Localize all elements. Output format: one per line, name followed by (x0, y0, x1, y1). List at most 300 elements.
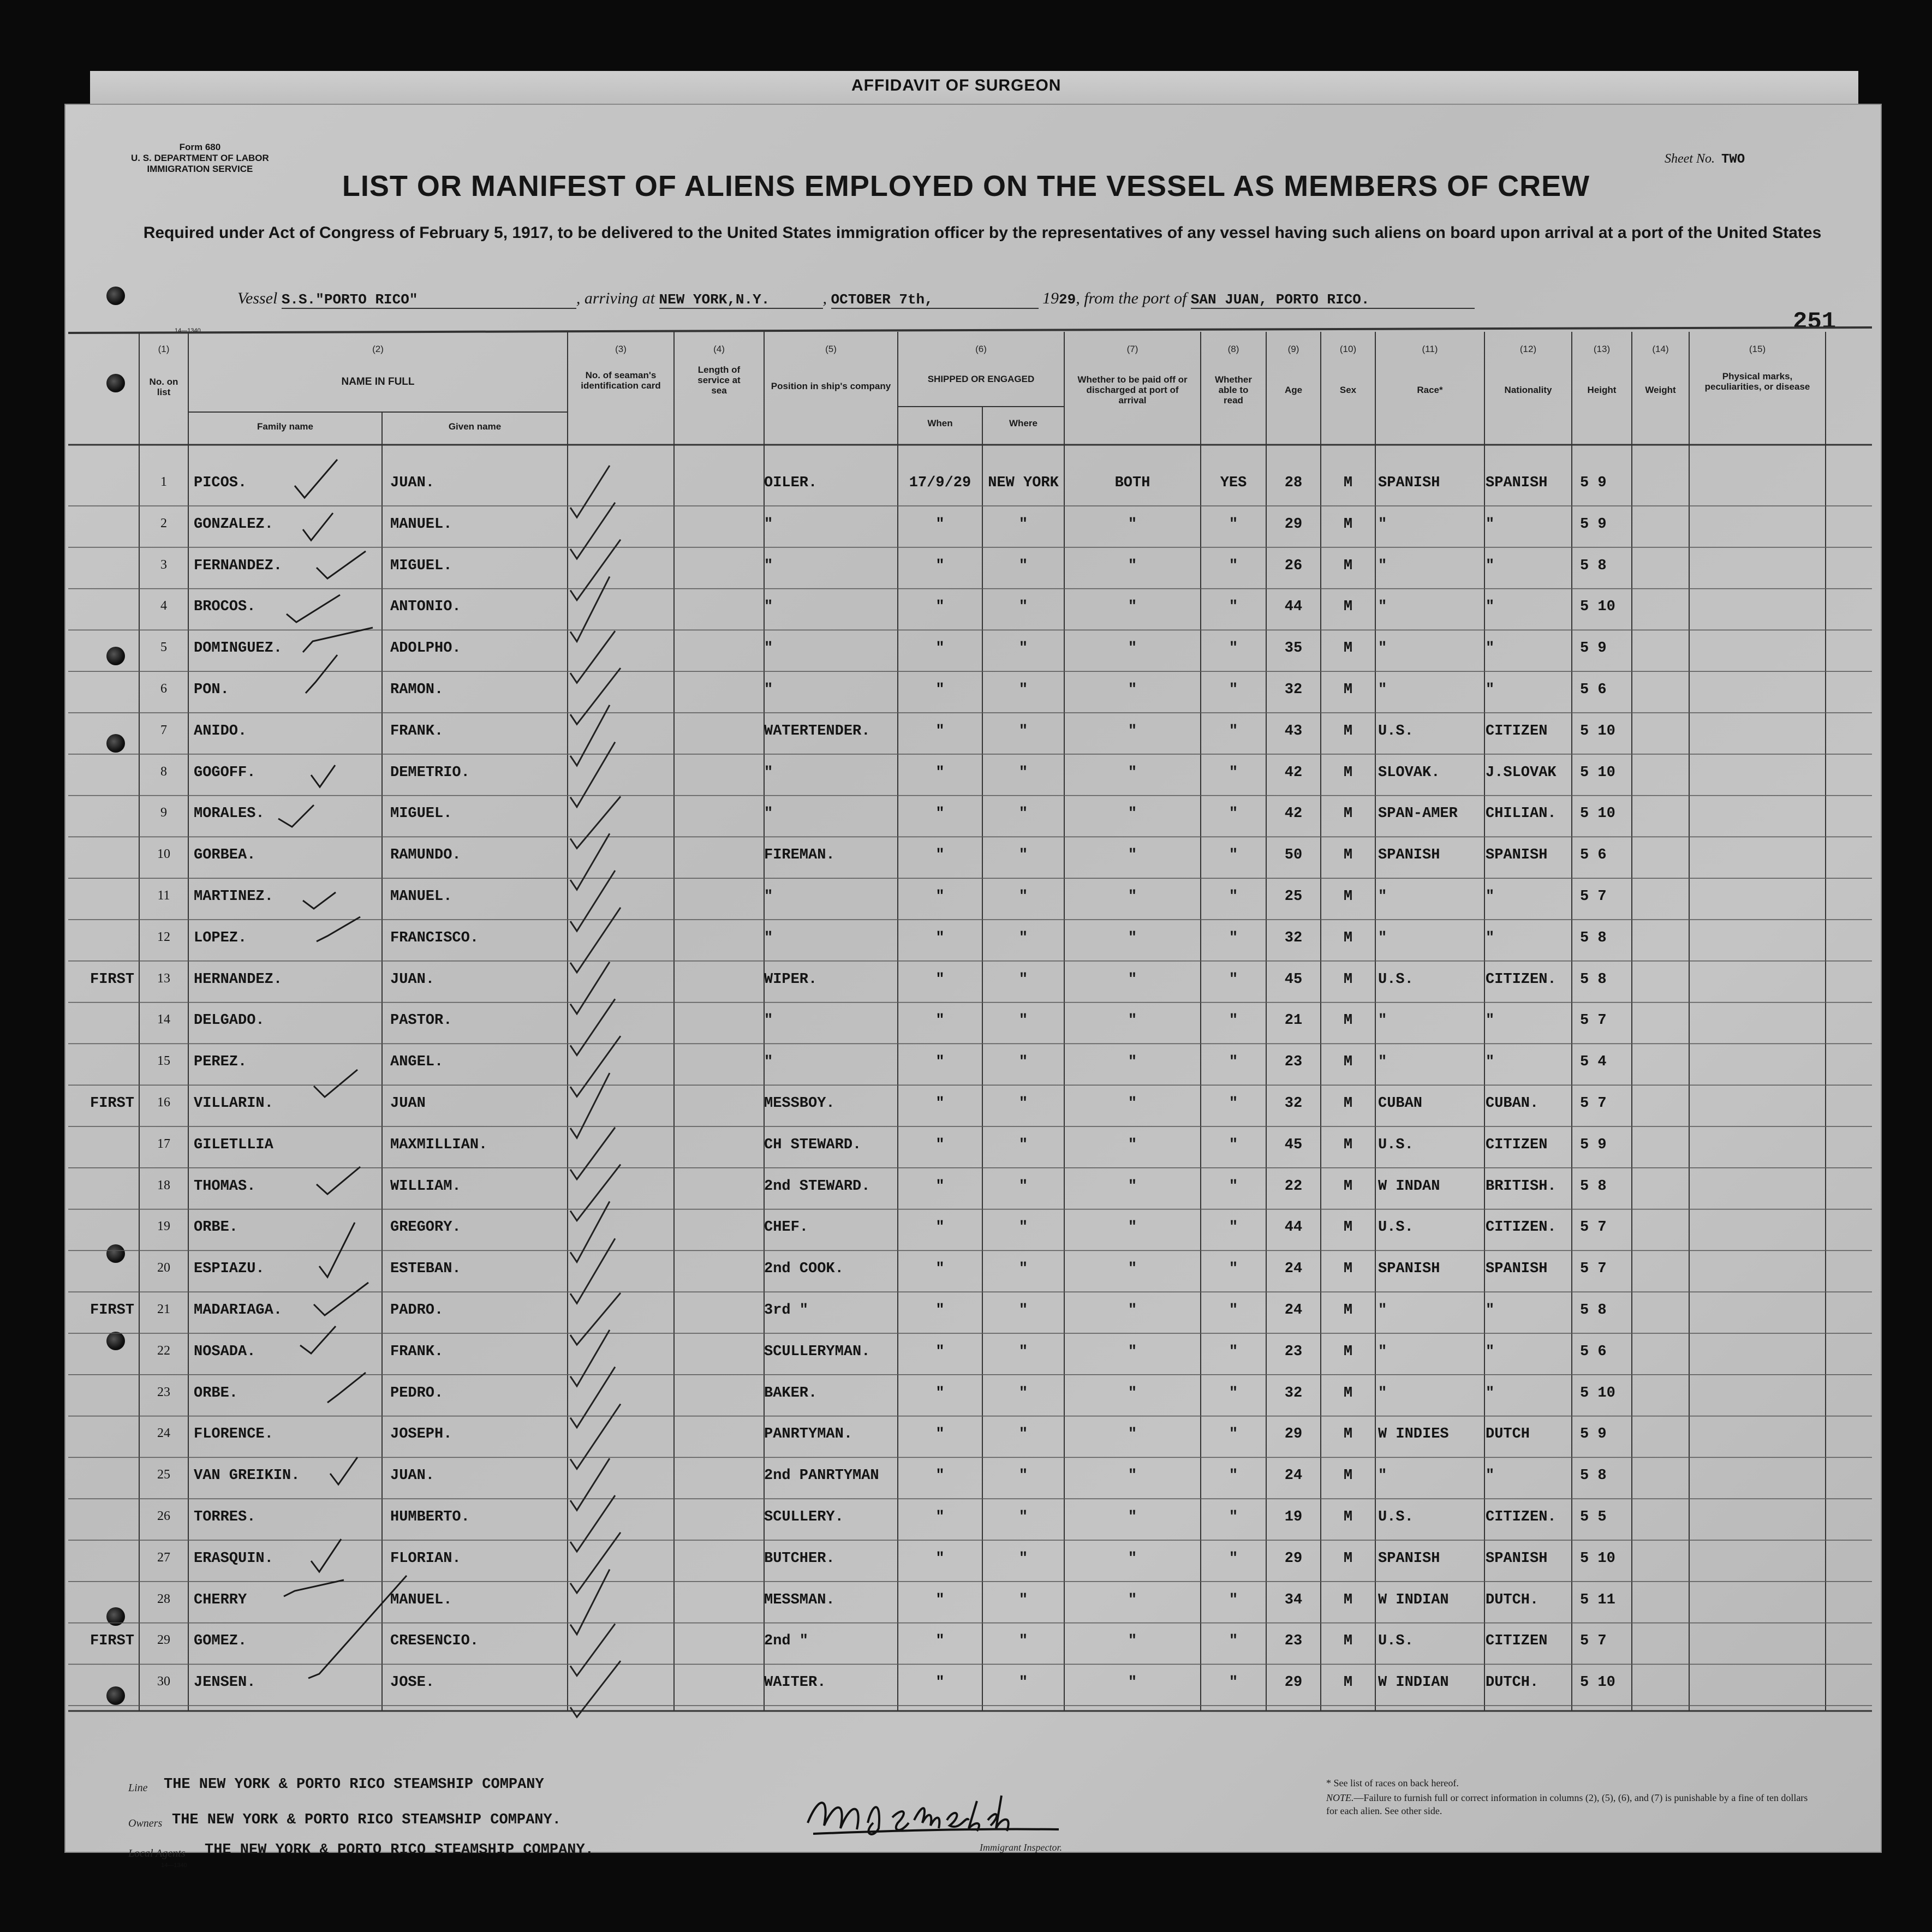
cell-race: U.S. (1378, 1136, 1414, 1153)
cell-shipped-when: " (935, 1343, 945, 1360)
cell-shipped-where: " (1018, 1178, 1028, 1195)
cell-position: " (764, 640, 773, 657)
cell-family-name: FLORENCE. (194, 1426, 273, 1443)
arrival-year: 29 (1059, 291, 1076, 308)
cell-shipped-where: " (1018, 1385, 1028, 1402)
col-num-2: (2) (372, 344, 384, 354)
cell-shipped-when: " (935, 847, 945, 864)
cell-family-name: VAN GREIKIN. (194, 1468, 300, 1484)
cell-position: " (764, 599, 773, 616)
cell-age: 19 (1284, 1509, 1303, 1525)
cell-nationality: " (1486, 682, 1495, 698)
cell-given-name: MANUEL. (390, 889, 452, 905)
cell-shipped-where: " (1018, 1591, 1028, 1608)
cell-family-name: GOGOFF. (194, 764, 256, 781)
inspector-label: Immigrant Inspector. (980, 1842, 1062, 1853)
cell-nationality: CITIZEN. (1486, 1509, 1557, 1525)
cell-family-name: GILETLLIA (194, 1136, 273, 1153)
col-num-12: (12) (1519, 344, 1537, 354)
cell-position: PANRTYMAN. (764, 1426, 853, 1443)
cell-shipped-when: " (935, 1219, 945, 1236)
cell-height: 5 5 (1580, 1509, 1607, 1525)
page-subtitle: Required under Act of Congress of February 5, 1917, to be delivered to the United States immigration officer by the representatives of any vessel having such aliens on board upon arrival at a port of the United States (143, 224, 1822, 242)
cell-able-read: " (1229, 1385, 1238, 1402)
cell-family-name: ORBE. (194, 1219, 238, 1236)
cell-shipped-when: " (935, 1468, 945, 1484)
cell-able-read: " (1229, 1302, 1238, 1319)
cell-nationality: SPANISH (1486, 1550, 1548, 1567)
print-code: 14—1340 (175, 327, 201, 334)
cell-shipped-where: " (1018, 1633, 1028, 1650)
card-checkmark (570, 1367, 615, 1428)
cell-shipped-where: " (1018, 516, 1028, 533)
cell-able-read: " (1229, 1012, 1238, 1029)
cell-given-name: FRANK. (390, 1343, 444, 1360)
cell-able-read: " (1229, 1468, 1238, 1484)
cell-shipped-where: " (1018, 1509, 1028, 1525)
cell-position: " (764, 929, 773, 946)
cell-row-number: 14 (157, 1012, 170, 1027)
cell-height: 5 8 (1580, 971, 1607, 988)
cell-race: U.S. (1378, 1633, 1414, 1650)
cell-given-name: FLORIAN. (390, 1550, 461, 1567)
vessel-line: Vessel S.S."PORTO RICO" , arriving at NEW YORK,N.Y. , OCTOBER 7th, 1929, from the port of SAN JUAN, PORTO RICO. (237, 289, 1475, 309)
cell-nationality: " (1486, 516, 1495, 533)
cell-paid-off: " (1128, 640, 1137, 657)
cell-family-name: MARTINEZ. (194, 889, 273, 905)
cell-height: 5 8 (1580, 1302, 1607, 1319)
cell-height: 5 8 (1580, 557, 1607, 574)
col-num-8: (8) (1227, 344, 1239, 354)
header-shipped: SHIPPED OR ENGAGED (927, 374, 1035, 384)
cell-race: SPANISH (1378, 847, 1440, 864)
cell-race: SPAN-AMER (1378, 806, 1458, 822)
note-text: —Failure to furnish full or correct information in columns (2), (5), (6), and (7) is punishable by a fine of ten dollars for each alien. See other side. (1326, 1792, 1808, 1816)
cell-shipped-when: " (935, 1136, 945, 1153)
cell-family-name: ANIDO. (194, 723, 247, 740)
cell-race: W INDAN (1378, 1178, 1440, 1195)
cell-shipped-where: " (1018, 1302, 1028, 1319)
cell-family-name: GONZALEZ. (194, 516, 273, 533)
cell-able-read: " (1229, 806, 1238, 822)
cell-nationality: CITIZEN (1486, 1633, 1548, 1650)
cell-shipped-where: " (1018, 723, 1028, 740)
cell-race: U.S. (1378, 1509, 1414, 1525)
cell-given-name: JOSE. (390, 1674, 435, 1691)
cell-shipped-when: " (935, 1261, 945, 1278)
cell-position: BUTCHER. (764, 1550, 835, 1567)
cell-height: 5 10 (1580, 1550, 1615, 1567)
cell-shipped-when: " (935, 971, 945, 988)
header-no-on-list: No. on list (149, 377, 178, 397)
cell-family-name: GORBEA. (194, 847, 256, 864)
cell-shipped-when: " (935, 1550, 945, 1567)
card-checkmarks (570, 466, 621, 1717)
card-checkmark (570, 668, 621, 724)
card-checkmark (570, 742, 615, 807)
cell-given-name: PADRO. (390, 1302, 444, 1319)
cell-shipped-where: " (1018, 1426, 1028, 1443)
cell-position: " (764, 516, 773, 533)
cell-row-number: 18 (157, 1178, 170, 1192)
cell-row-number: 22 (157, 1343, 170, 1358)
cell-row-number: 9 (160, 806, 167, 820)
cell-paid-off: " (1128, 1261, 1137, 1278)
cell-paid-off: " (1128, 1343, 1137, 1360)
cell-given-name: JUAN. (390, 971, 435, 988)
card-checkmark (570, 1624, 615, 1675)
cell-age: 32 (1284, 1095, 1303, 1112)
cell-sex: M (1343, 557, 1353, 574)
col-num-15: (15) (1749, 344, 1766, 354)
card-checkmark (570, 576, 610, 641)
cell-nationality: " (1486, 1302, 1495, 1319)
cell-given-name: GREGORY. (390, 1219, 461, 1236)
cell-given-name: JUAN. (390, 475, 435, 491)
cell-sex: M (1343, 1633, 1353, 1650)
cell-paid-off: " (1128, 1385, 1137, 1402)
cell-able-read: " (1229, 1674, 1238, 1691)
cell-able-read: " (1229, 1343, 1238, 1360)
cell-family-name: VILLARIN. (194, 1095, 273, 1112)
card-checkmark (570, 466, 610, 517)
cell-able-read: " (1229, 1219, 1238, 1236)
card-checkmark (570, 1533, 621, 1593)
card-checkmark (570, 1404, 621, 1469)
cell-sex: M (1343, 1178, 1353, 1195)
cell-paid-off: " (1128, 1219, 1137, 1236)
header-position: Position in ship's company (771, 381, 891, 391)
cell-able-read: " (1229, 889, 1238, 905)
cell-able-read: " (1229, 929, 1238, 946)
cell-paid-off: " (1128, 1054, 1137, 1071)
cell-race: SPANISH (1378, 1550, 1440, 1567)
cell-age: 23 (1284, 1633, 1303, 1650)
owners-label: Owners (128, 1817, 163, 1829)
cell-race: SPANISH (1378, 475, 1440, 491)
cell-family-name: MORALES. (194, 806, 265, 822)
races-note: * See list of races on back hereof. (1326, 1778, 1459, 1788)
cell-age: 35 (1284, 640, 1303, 657)
from-port: SAN JUAN, PORTO RICO. (1191, 291, 1475, 309)
cell-paid-off: " (1128, 1674, 1137, 1691)
cell-race: " (1378, 1468, 1387, 1484)
cell-given-name: HUMBERTO. (390, 1509, 470, 1525)
col-num-14: (14) (1652, 344, 1669, 354)
cell-nationality: CUBAN. (1486, 1095, 1539, 1112)
cell-nationality: " (1486, 1468, 1495, 1484)
cell-sex: M (1343, 1302, 1353, 1319)
cell-able-read: " (1229, 516, 1238, 533)
card-checkmark (570, 705, 610, 766)
cell-position: 2nd STEWARD. (764, 1178, 870, 1195)
cell-nationality: " (1486, 1343, 1495, 1360)
cell-race: U.S. (1378, 971, 1414, 988)
cell-shipped-when: " (935, 1509, 945, 1525)
cell-position: CHEF. (764, 1219, 809, 1236)
cell-row-number: 7 (160, 723, 167, 737)
cell-given-name: JUAN. (390, 1468, 435, 1484)
cell-race: CUBAN (1378, 1095, 1423, 1112)
cell-paid-off: " (1128, 1136, 1137, 1153)
cell-family-name: THOMAS. (194, 1178, 256, 1195)
cell-race: W INDIAN (1378, 1591, 1449, 1608)
cell-nationality: " (1486, 1054, 1495, 1071)
cell-family-name: PEREZ. (194, 1054, 247, 1071)
cell-shipped-when: " (935, 1385, 945, 1402)
cell-able-read: " (1229, 1426, 1238, 1443)
cell-race: " (1378, 557, 1387, 574)
cell-paid-off: " (1128, 599, 1137, 616)
cell-row-number: 17 (157, 1136, 170, 1151)
cell-position: " (764, 682, 773, 698)
vessel-name: S.S."PORTO RICO" (282, 291, 576, 309)
cell-given-name: DEMETRIO. (390, 764, 470, 781)
cell-age: 24 (1284, 1302, 1303, 1319)
col-num-3: (3) (615, 344, 627, 354)
cell-position: WATERTENDER. (764, 723, 870, 740)
cell-age: 42 (1284, 806, 1303, 822)
cell-sex: M (1343, 1136, 1353, 1153)
card-checkmark (570, 833, 610, 890)
inspector-signature (802, 1785, 1086, 1850)
cell-height: 5 10 (1580, 723, 1615, 740)
cell-paid-off: " (1128, 889, 1137, 905)
cell-nationality: DUTCH (1486, 1426, 1530, 1443)
cell-nationality: DUTCH. (1486, 1591, 1539, 1608)
cell-age: 21 (1284, 1012, 1303, 1029)
header-nationality: Nationality (1504, 385, 1552, 395)
cell-height: 5 10 (1580, 1385, 1615, 1402)
cell-race: U.S. (1378, 1219, 1414, 1236)
cell-paid-off: " (1128, 1302, 1137, 1319)
cell-height: 5 7 (1580, 1219, 1607, 1236)
cell-height: 5 9 (1580, 516, 1607, 533)
cell-height: 5 10 (1580, 1674, 1615, 1691)
cell-sex: M (1343, 971, 1353, 988)
cell-sex: M (1343, 640, 1353, 657)
cell-shipped-when: " (935, 640, 945, 657)
cell-age: 45 (1284, 971, 1303, 988)
cell-sex: M (1343, 889, 1353, 905)
cell-given-name: MIGUEL. (390, 557, 452, 574)
service-name: IMMIGRATION SERVICE (147, 164, 253, 174)
cell-family-name: NOSADA. (194, 1343, 256, 1360)
cell-row-number: 3 (160, 557, 167, 572)
cell-race: SPANISH (1378, 1261, 1440, 1278)
cell-paid-off: " (1128, 1633, 1137, 1650)
cell-paid-off: " (1128, 516, 1137, 533)
cell-height: 5 9 (1580, 1426, 1607, 1443)
cell-sex: M (1343, 847, 1353, 864)
cell-family-name: ESPIAZU. (194, 1261, 265, 1278)
cell-nationality: CITIZEN (1486, 1136, 1548, 1153)
header-weight: Weight (1645, 385, 1676, 395)
cell-paid-off: " (1128, 682, 1137, 698)
cell-paid-off: " (1128, 723, 1137, 740)
cell-nationality: CITIZEN. (1486, 1219, 1557, 1236)
cell-family-name: JENSEN. (194, 1674, 256, 1691)
card-checkmark (570, 962, 610, 1014)
cell-nationality: " (1486, 929, 1495, 946)
cell-row-number: 5 (160, 640, 167, 655)
margin-note: FIRST (90, 1633, 135, 1650)
arrival-date: OCTOBER 7th, (831, 291, 1039, 309)
cell-shipped-where: " (1018, 1219, 1028, 1236)
header-given-name: Given name (448, 421, 502, 432)
cell-row-number: 13 (157, 971, 170, 986)
cell-nationality: " (1486, 1012, 1495, 1029)
card-checkmark (570, 870, 615, 931)
cell-able-read: " (1229, 847, 1238, 864)
cell-race: " (1378, 1012, 1387, 1029)
cell-race: SLOVAK. (1378, 764, 1440, 781)
cell-given-name: ADOLPHO. (390, 640, 461, 657)
cell-race: " (1378, 1302, 1387, 1319)
card-checkmark (570, 908, 621, 973)
cell-height: 5 6 (1580, 847, 1607, 864)
cell-height: 5 8 (1580, 1178, 1607, 1195)
cell-able-read: YES (1220, 475, 1247, 491)
cell-sex: M (1343, 682, 1353, 698)
cell-family-name: LOPEZ. (194, 929, 247, 946)
cell-row-number: 6 (160, 682, 167, 696)
header-able-read: Whether able to read (1215, 374, 1252, 406)
from-label: , from the port of (1076, 289, 1187, 307)
cell-age: 23 (1284, 1054, 1303, 1071)
cell-paid-off: " (1128, 1550, 1137, 1567)
cell-age: 34 (1284, 1591, 1303, 1608)
cell-height: 5 9 (1580, 1136, 1607, 1153)
cell-position: " (764, 1054, 773, 1071)
cell-given-name: ESTEBAN. (390, 1261, 461, 1278)
cell-shipped-where: " (1018, 929, 1028, 946)
cell-paid-off: " (1128, 1095, 1137, 1112)
cell-given-name: ANGEL. (390, 1054, 444, 1071)
penalty-note (1326, 1791, 1817, 1817)
cell-shipped-where: " (1018, 1095, 1028, 1112)
cell-age: 24 (1284, 1261, 1303, 1278)
margin-note: FIRST (90, 1302, 135, 1319)
card-checkmark (570, 1330, 610, 1386)
card-checkmark (570, 1238, 615, 1303)
cell-shipped-when: " (935, 1426, 945, 1443)
card-checkmark (570, 1073, 610, 1138)
cell-sex: M (1343, 475, 1353, 491)
cell-race: " (1378, 1385, 1387, 1402)
header-name-in-full: NAME IN FULL (341, 376, 415, 387)
cell-sex: M (1343, 929, 1353, 946)
cell-given-name: RAMUNDO. (390, 847, 461, 864)
cell-age: 32 (1284, 929, 1303, 946)
cell-row-number: 24 (157, 1426, 170, 1441)
cell-family-name: TORRES. (194, 1509, 256, 1525)
cell-nationality: " (1486, 640, 1495, 657)
cell-position: SCULLERYMAN. (764, 1343, 870, 1360)
cell-height: 5 6 (1580, 682, 1607, 698)
cell-able-read: " (1229, 1136, 1238, 1153)
cell-race: W INDIES (1378, 1426, 1449, 1443)
margin-note: FIRST (90, 1095, 135, 1112)
cell-age: 32 (1284, 1385, 1303, 1402)
cell-height: 5 6 (1580, 1343, 1607, 1360)
card-checkmark (570, 1495, 615, 1552)
cell-family-name: ERASQUIN. (194, 1550, 273, 1567)
cell-position: WIPER. (764, 971, 818, 988)
card-checkmark (570, 1458, 610, 1510)
cell-given-name: RAMON. (390, 682, 444, 698)
cell-age: 32 (1284, 682, 1303, 698)
cell-able-read: " (1229, 971, 1238, 988)
agents-label: Local Agents (128, 1847, 186, 1859)
cell-sex: M (1343, 1674, 1353, 1691)
cell-shipped-when: " (935, 1674, 945, 1691)
cell-height: 5 7 (1580, 1095, 1607, 1112)
cell-position: " (764, 557, 773, 574)
cell-height: 5 10 (1580, 599, 1615, 616)
cell-height: 5 4 (1580, 1054, 1607, 1071)
cell-family-name: MADARIAGA. (194, 1302, 283, 1319)
cell-shipped-when: " (935, 557, 945, 574)
cell-paid-off: " (1128, 847, 1137, 864)
cell-row-number: 26 (157, 1509, 170, 1523)
cell-nationality: CITIZEN. (1486, 971, 1557, 988)
cell-shipped-when: " (935, 1095, 945, 1112)
cell-shipped-where: " (1018, 1054, 1028, 1071)
cell-row-number: 19 (157, 1219, 170, 1234)
cell-shipped-where: " (1018, 599, 1028, 616)
owners-value: THE NEW YORK & PORTO RICO STEAMSHIP COMPANY. (172, 1812, 561, 1828)
col-num-5: (5) (825, 344, 837, 354)
cell-given-name: MANUEL. (390, 516, 452, 533)
cell-position: CH STEWARD. (764, 1136, 862, 1153)
card-checkmark (570, 1165, 621, 1221)
cell-given-name: PASTOR. (390, 1012, 452, 1029)
line-label: Line (128, 1782, 148, 1794)
col-num-1: (1) (158, 344, 170, 354)
arriving-at: NEW YORK,N.Y. (659, 291, 823, 309)
cell-age: 42 (1284, 764, 1303, 781)
cell-sex: M (1343, 1509, 1353, 1525)
cell-position: " (764, 889, 773, 905)
cell-nationality: BRITISH. (1486, 1178, 1557, 1195)
cell-family-name: ORBE. (194, 1385, 238, 1402)
cell-sex: M (1343, 599, 1353, 616)
cell-able-read: " (1229, 764, 1238, 781)
col-num-11: (11) (1422, 344, 1438, 354)
cell-given-name: MAXMILLIAN. (390, 1136, 488, 1153)
cell-height: 5 7 (1580, 1012, 1607, 1029)
cell-position: 2nd " (764, 1633, 809, 1650)
cell-age: 29 (1284, 1550, 1303, 1567)
cell-age: 22 (1284, 1178, 1303, 1195)
vessel-label: Vessel (237, 289, 278, 307)
cell-sex: M (1343, 1219, 1353, 1236)
card-checkmark (570, 1661, 621, 1717)
header-physical-marks: Physical marks, peculiarities, or disease (1704, 371, 1810, 392)
cell-given-name: FRANCISCO. (390, 929, 479, 946)
cell-nationality: SPANISH (1486, 847, 1548, 864)
cell-age: 43 (1284, 723, 1303, 740)
cell-row-number: 28 (157, 1591, 170, 1606)
header-sex: Sex (1339, 385, 1357, 395)
cell-age: 25 (1284, 889, 1303, 905)
cell-family-name: DELGADO. (194, 1012, 265, 1029)
card-checkmark (570, 631, 615, 683)
cell-position: " (764, 806, 773, 822)
cell-shipped-when: " (935, 1178, 945, 1195)
header-age: Age (1284, 385, 1303, 395)
